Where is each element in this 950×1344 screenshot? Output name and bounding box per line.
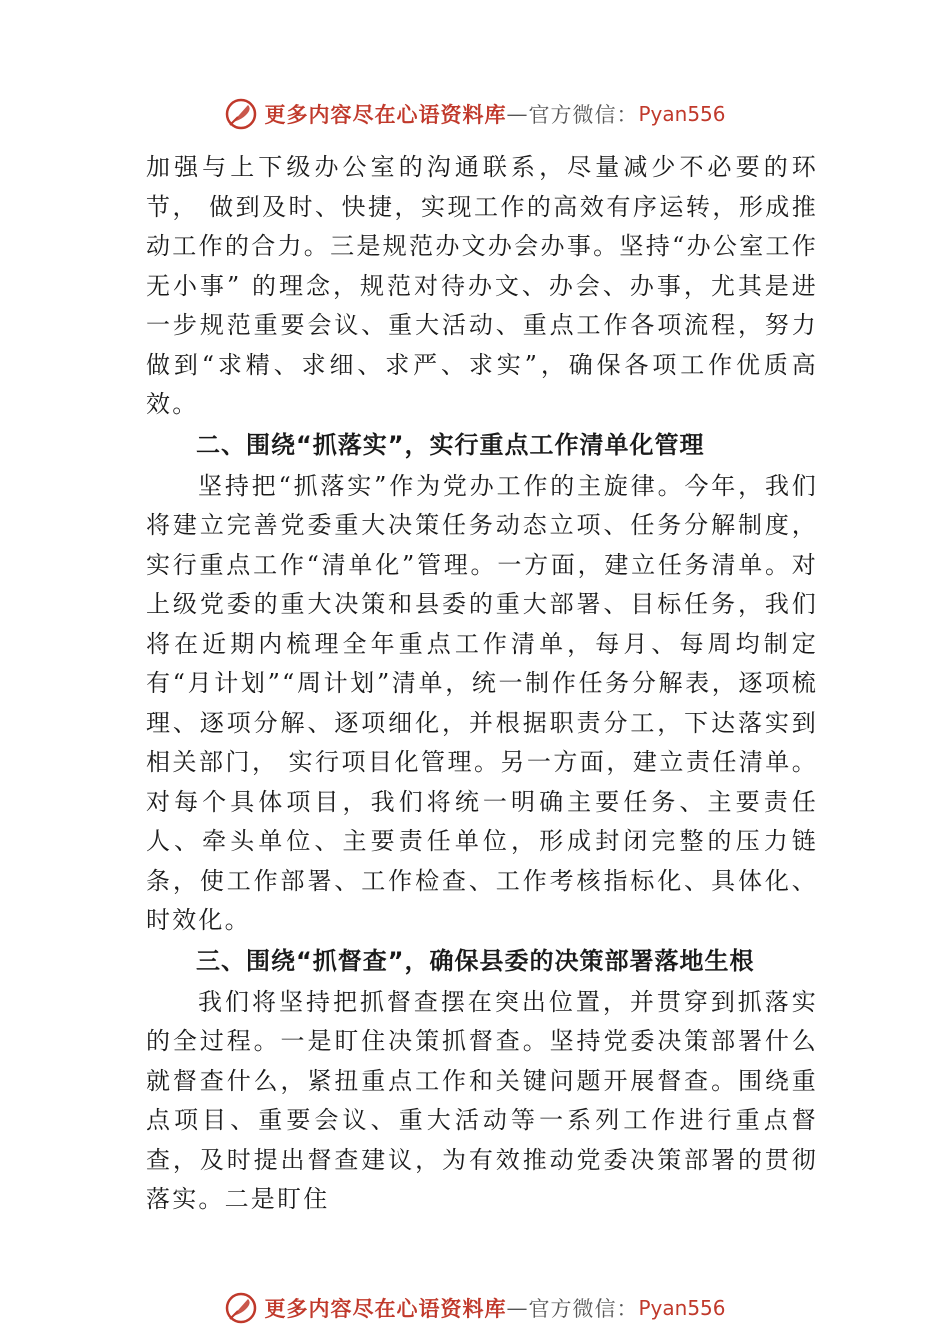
paragraph-section-2: 坚持把“抓落实”作为党办工作的主旋律。今年，我们将建立完善党委重大决策任务动态立项、任务分解制度，实行重点工作“清单化”管理。一方面，建立任务清单。对上级党委的重大决策和县委的重大部署、目标任务，我们将在近期内梳理全年重点工作清单，每月、每周均制定有“月计划”“周计划”清单，统一制作任务分解表，逐项梳理、逐项分解、逐项细化，并根据职责分工，下达落实到相关部门， 实行项目化管理。另一方面，建立责任清单。对每个具体项目，我们将统一明确主要任务、主要责任人、牵头单位、主要责任单位，形成封闭完整的压力链条，使工作部署、工作检查、工作考核指标化、具体化、时效化。 [146, 471, 818, 934]
feather-logo-icon [224, 1291, 258, 1325]
paragraph-section-3: 我们将坚持把抓督查摆在突出位置，并贯穿到抓落实的全过程。一是盯住决策抓督查。坚持党委决策部署什么就督查什么，紧扭重点工作和关键问题开展督查。围绕重点项目、重要会议、重大活动等一系列工作进行重点督查，及时提出督查建议，为有效推动党委决策部署的贯彻落实。二是盯住 [146, 987, 818, 1213]
document-body [146, 148, 818, 1220]
header-separator: — [506, 102, 529, 126]
footer-separator: — [506, 1296, 529, 1320]
header-brand: 更多内容尽在心语资料库 [264, 102, 507, 127]
header-banner [0, 94, 950, 134]
paragraph-continued: 加强与上下级办公室的沟通联系，尽量减少不必要的环节， 做到及时、快捷，实现工作的高效有序运转，形成推动工作的合力。三是规范办文办会办事。坚持“办公室工作无小事” 的理念，规范对待办文、办会、办事，尤其是进一步规范重要会议、重大活动、重点工作各项流程，努力做到“求精、求细、求严、求实”，确保各项工作优质高效。 [146, 153, 818, 418]
footer-banner [0, 1288, 950, 1328]
header-wechat-label: 官方微信： [528, 103, 639, 127]
footer-wechat-label: 官方微信： [528, 1297, 639, 1321]
footer-wechat-id: Pyan556 [638, 1296, 726, 1320]
header-wechat-id: Pyan556 [638, 102, 726, 126]
section-heading-3: 三、围绕“抓督查”，确保县委的决策部署落地生根 [196, 946, 755, 975]
section-heading-2: 二、围绕“抓落实”，实行重点工作清单化管理 [196, 430, 705, 459]
footer-brand: 更多内容尽在心语资料库 [264, 1296, 507, 1321]
feather-logo-icon [224, 97, 258, 131]
